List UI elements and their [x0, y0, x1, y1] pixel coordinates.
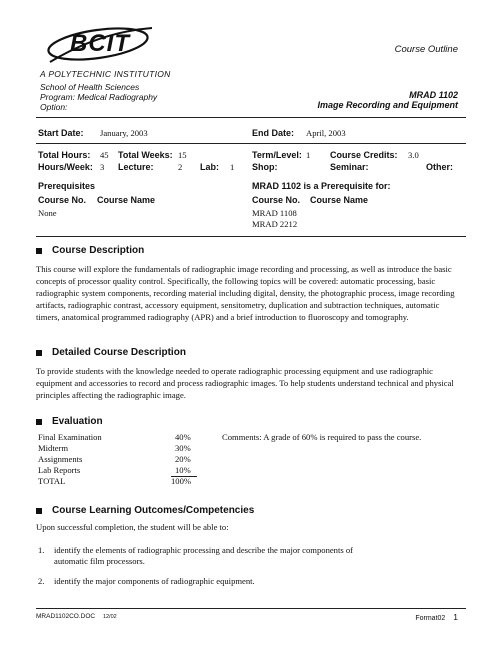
- seminar-label: Seminar:: [330, 162, 369, 172]
- doc-type: Course Outline: [394, 44, 458, 55]
- course-credits-label: Course Credits:: [330, 150, 398, 160]
- total-weeks-value: 15: [178, 150, 187, 160]
- term-level-label: Term/Level:: [252, 150, 302, 160]
- section-bullet-icon: [36, 248, 42, 254]
- logo-text: BCIT: [70, 30, 130, 57]
- bcit-logo: [40, 22, 158, 70]
- prereq-title: Prerequisites: [38, 181, 96, 191]
- section-bullet-icon: [36, 419, 42, 425]
- start-date-label: Start Date:: [38, 128, 84, 138]
- outcome-text: identify the major components of radiographic equipment.: [54, 576, 255, 586]
- footer-format: Format02: [415, 615, 446, 622]
- page-number: 1: [453, 612, 458, 622]
- outcomes-title: Course Learning Outcomes/Competencies: [52, 505, 255, 516]
- is-prereq-col-course-name: Course Name: [310, 195, 369, 205]
- evaluation-row: [38, 443, 198, 454]
- outcomes-intro: Upon successful completion, the student will be able to:: [36, 522, 229, 532]
- lecture-label: Lecture:: [118, 162, 154, 172]
- prereq-col-course-no: Course No.: [38, 195, 87, 205]
- footer-divider: [36, 608, 466, 609]
- is-prereq-course-1: MRAD 1108: [252, 208, 297, 218]
- prereq-value: None: [38, 208, 57, 218]
- detailed-description-text: To provide students with the knowledge needed to operate radiographic processing equipment and use radiographic equipment and accessories to record and process radiographic images. To help students understand technical and physical principles affecting the radiographic image.: [36, 366, 454, 400]
- evaluation-pct: 40%: [175, 432, 191, 442]
- start-date-value: January, 2003: [100, 128, 148, 138]
- section-bullet-icon: [36, 350, 42, 356]
- evaluation-title: Evaluation: [52, 416, 103, 427]
- course-credits-value: 3.0: [408, 150, 419, 160]
- hours-week-value: 3: [100, 162, 105, 172]
- evaluation-item: Assignments: [38, 454, 83, 464]
- footer-file-name: MRAD1102CO.DOC: [36, 613, 96, 620]
- evaluation-item: Midterm: [38, 443, 69, 453]
- header-divider: [36, 117, 466, 118]
- course-description-heading: [36, 245, 144, 256]
- evaluation-row: [38, 465, 198, 476]
- outcomes-heading: [36, 505, 254, 516]
- total-hours-value: 45: [100, 150, 109, 160]
- course-description-text: This course will explore the fundamentals of radiographic image recording and processing, as well as introduce the basic concepts of processor quality control. Specifically, the following topics will be covered: automatic processing, basic radiographic system components, recording material including digital, density, the photographic process, image recording artifacts, radiographic contrast, accessory equipment, sensitometry, duplication and subtraction techniques, automatic timers, anatomical programmed radiography (APR) and a brief introduction to fluoroscopy and tomography.: [36, 264, 455, 322]
- detailed-description-title: Detailed Course Description: [52, 347, 186, 358]
- tagline: A POLYTECHNIC INSTITUTION: [40, 69, 171, 79]
- evaluation-row: [38, 432, 198, 443]
- evaluation-item: Lab Reports: [38, 465, 81, 475]
- lab-value: 1: [230, 162, 235, 172]
- option-label: Option:: [40, 102, 68, 112]
- program-name: Program: Medical Radiography: [40, 92, 158, 102]
- evaluation-pct: 30%: [175, 443, 191, 453]
- shop-label: Shop:: [252, 162, 278, 172]
- section-bullet-icon: [36, 508, 42, 514]
- detailed-description-heading: [36, 347, 186, 358]
- evaluation-pct: 10%: [175, 465, 191, 475]
- term-level-value: 1: [306, 150, 311, 160]
- school-name: School of Health Sciences: [40, 82, 140, 92]
- footer-file: [36, 613, 117, 620]
- prereq-col-course-name: Course Name: [97, 195, 156, 205]
- outcome-number: 1.: [38, 545, 45, 555]
- outcome-item: [38, 545, 458, 567]
- evaluation-item: TOTAL: [38, 476, 66, 486]
- end-date-value: April, 2003: [306, 128, 346, 138]
- evaluation-pct: 100%: [171, 476, 192, 486]
- course-title: Image Recording and Equipment: [317, 100, 458, 110]
- end-date-label: End Date:: [252, 128, 295, 138]
- evaluation-pct: 20%: [175, 454, 191, 464]
- footer-date: 12/02: [102, 614, 117, 620]
- is-prereq-col-course-no: Course No.: [252, 195, 301, 205]
- evaluation-row: [38, 454, 198, 465]
- footer-right: [415, 612, 458, 622]
- evaluation-table: [38, 432, 198, 487]
- is-prereq-title: MRAD 1102 is a Prerequisite for:: [252, 181, 391, 191]
- hours-week-label: Hours/Week:: [38, 162, 93, 172]
- outcome-text: identify the elements of radiographic processing and describe the major components of automatic film processors.: [54, 545, 354, 566]
- other-label: Other:: [426, 162, 453, 172]
- total-hours-label: Total Hours:: [38, 150, 91, 160]
- course-code: MRAD 1102: [409, 90, 458, 100]
- prereq-divider: [36, 236, 466, 237]
- evaluation-row: [38, 476, 198, 487]
- outcome-item: [38, 576, 458, 587]
- info-divider: [36, 143, 466, 144]
- total-weeks-label: Total Weeks:: [118, 150, 173, 160]
- evaluation-heading: [36, 416, 103, 427]
- lecture-value: 2: [178, 162, 183, 172]
- evaluation-comments: Comments: A grade of 60% is required to pass the course.: [222, 432, 422, 442]
- lab-label: Lab:: [200, 162, 219, 172]
- is-prereq-course-2: MRAD 2212: [252, 219, 298, 229]
- course-description-title: Course Description: [52, 245, 145, 256]
- outcome-number: 2.: [38, 576, 45, 586]
- evaluation-item: Final Examination: [38, 432, 102, 442]
